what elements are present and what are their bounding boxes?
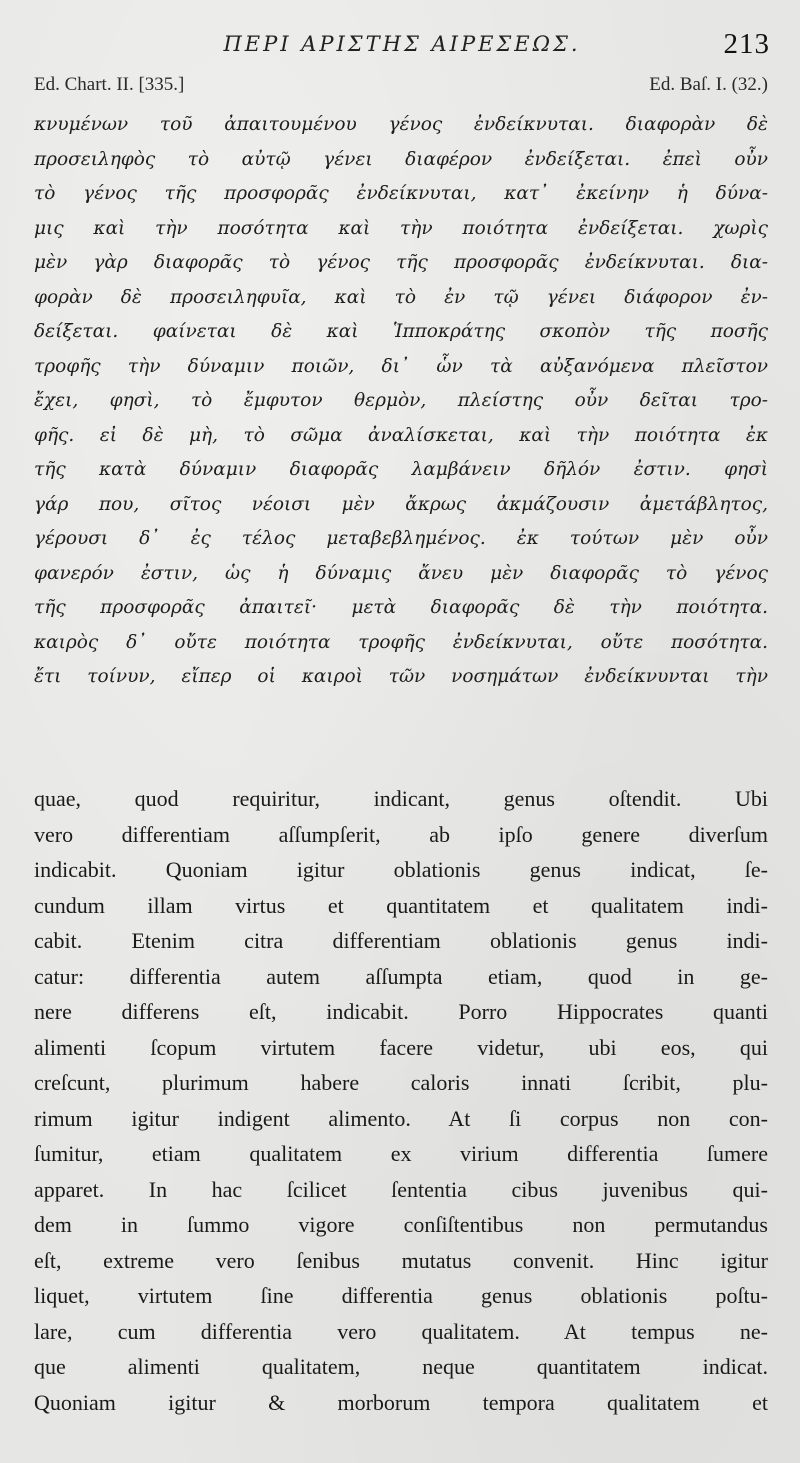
latin-line: que alimenti qualitatem, neque quantitatem indicat. (34, 1354, 768, 1379)
greek-line: προσειληφὸς τὸ αὐτῷ γένει διαφέρον ἐνδείξεται. ἐπεὶ οὖν (34, 148, 768, 170)
latin-line: catur: differentia autem aſſumpta etiam, quod in ge- (34, 963, 768, 989)
edition-reference-left: Ed. Chart. II. [335.] (34, 74, 185, 95)
greek-line: κνυμένων τοῦ ἀπαιτουμένου γένος ἐνδείκνυται. διαφορὰν δὲ (34, 114, 768, 135)
greek-line: ἔχει, φησὶ, τὸ ἔμφυτον θερμὸν, πλείστης οὖν δεῖται τρο- (34, 390, 768, 411)
latin-line: rimum igitur indigent alimento. At ſi corpus non con- (34, 1105, 768, 1131)
greek-line: τῆς κατὰ δύναμιν διαφορᾶς λαμβάνειν δῆλόν ἐστιν. φησὶ (34, 459, 768, 480)
latin-line: Quoniam igitur & morborum tempora qualitatem et (34, 1389, 768, 1415)
greek-line: τὸ γένος τῆς προσφορᾶς ἐνδείκνυται, κατ᾽ ἐκείνην ἡ δύνα- (34, 183, 768, 204)
page-number: 213 (723, 28, 770, 60)
greek-line: φῆς. εἰ δὲ μὴ, τὸ σῶμα ἀναλίσκεται, καὶ τὴν ποιότητα ἐκ (34, 424, 768, 446)
latin-line: vero differentiam aſſumpſerit, ab ipſo genere diverſum (34, 821, 768, 847)
latin-line: ſumitur, etiam qualitatem ex virium differentia ſumere (34, 1141, 768, 1166)
greek-line: μις καὶ τὴν ποσότητα καὶ τὴν ποιότητα ἐνδείξεται. χωρὶς (34, 217, 768, 239)
latin-text-block (34, 781, 768, 1420)
greek-line: δείξεται. φαίνεται δὲ καὶ Ἱπποκράτης σκοπὸν τῆς ποσῆς (34, 321, 768, 342)
latin-line: cundum illam virtus et quantitatem et qualitatem indi- (34, 892, 768, 918)
greek-line: φορὰν δὲ προσειληφυῖα, καὶ τὸ ἐν τῷ γένει διάφορον ἐν- (34, 286, 768, 308)
latin-line: lare, cum differentia vero qualitatem. At tempus ne- (34, 1318, 768, 1344)
greek-line: τροφῆς τὴν δύναμιν ποιῶν, δι᾽ ὧν τὰ αὐξανόμενα πλεῖστον (34, 355, 768, 377)
latin-line: apparet. In hac ſcilicet ſententia cibus juvenibus qui- (34, 1176, 768, 1202)
greek-line: μὲν γὰρ διαφορᾶς τὸ γένος τῆς προσφορᾶς ἐνδείκνυται. δια- (34, 252, 768, 273)
latin-line: indicabit. Quoniam igitur oblationis genus indicat, ſe- (34, 857, 768, 882)
latin-line: nere differens eſt, indicabit. Porro Hippocrates quanti (34, 999, 768, 1024)
latin-line: liquet, virtutem ſine differentia genus oblationis poſtu- (34, 1283, 768, 1308)
latin-line: quae, quod requiritur, indicant, genus oſtendit. Ubi (34, 786, 768, 811)
greek-line: τῆς προσφορᾶς ἀπαιτεῖ· μετὰ διαφορᾶς δὲ τὴν ποιότητα. (34, 597, 768, 618)
latin-line: cabit. Etenim citra differentiam oblationis genus indi- (34, 928, 768, 953)
running-head (34, 28, 770, 68)
greek-line: γάρ που, σῖτος νέοισι μὲν ἄκρως ἀκμάζουσιν ἀμετάβλητος, (34, 493, 768, 515)
greek-line: φανερόν ἐστιν, ὡς ἡ δύναμις ἄνευ μὲν διαφορᾶς τὸ γένος (34, 562, 768, 584)
greek-text-block (34, 108, 768, 695)
greek-line: γέρουσι δ᾽ ἐς τέλος μεταβεβλημένος. ἐκ τούτων μὲν οὖν (34, 528, 768, 549)
greek-line: καιρὸς δ᾽ οὔτε ποιότητα τροφῆς ἐνδείκνυται, οὔτε ποσότητα. (34, 631, 768, 653)
latin-line: creſcunt, plurimum habere caloris innati ſcribit, plu- (34, 1070, 768, 1095)
latin-line: dem in ſummo vigore conſiſtentibus non permutandus (34, 1212, 768, 1237)
latin-line: eſt, extreme vero ſenibus mutatus convenit. Hinc igitur (34, 1247, 768, 1273)
running-title: ΠΕΡΙ ΑΡΙΣΤΗΣ ΑΙΡΕΣΕΩΣ. (223, 32, 581, 56)
edition-reference-right: Ed. Baſ. I. (32.) (649, 74, 768, 95)
edition-reference-line (34, 74, 768, 98)
greek-line: ἔτι τοίνυν, εἴπερ οἱ καιροὶ τῶν νοσημάτων ἐνδείκνυνται τὴν (34, 666, 768, 687)
latin-line: alimenti ſcopum virtutem facere videtur, ubi eos, qui (34, 1034, 768, 1060)
